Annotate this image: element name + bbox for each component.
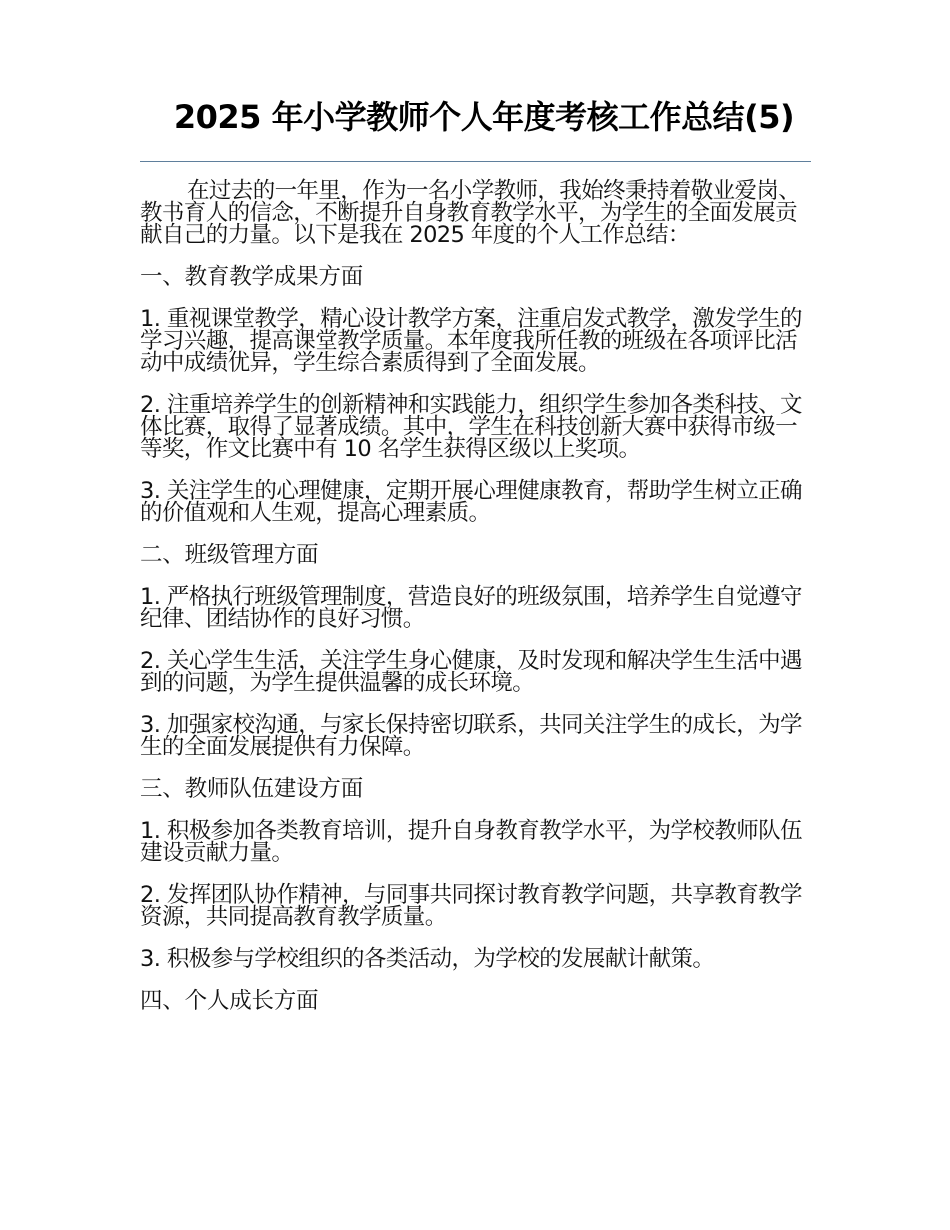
team-building-item-2: 2. 发挥团队协作精神，与同事共同探讨教育教学问题，共享教育教学资源，共同提高教育教学质量。 bbox=[140, 882, 802, 930]
team-building-item-3: 3. 积极参与学校组织的各类活动，为学校的发展献计献策。 bbox=[140, 946, 715, 972]
document-body bbox=[140, 180, 812, 1032]
class-management-item-2: 2. 关心学生生活，关注学生身心健康，及时发现和解决学生生活中遇到的问题，为学生提供温馨的成长环境。 bbox=[140, 648, 802, 696]
title-divider bbox=[140, 161, 811, 162]
document-title: 2025 年小学教师个人年度考核工作总结(5) bbox=[173, 98, 795, 136]
section-heading-class-management: 二、班级管理方面 bbox=[140, 542, 319, 568]
team-building-item-1: 1. 积极参加各类教育培训，提升自身教育教学水平，为学校教师队伍建设贡献力量。 bbox=[140, 818, 802, 866]
teaching-item-2: 2. 注重培养学生的创新精神和实践能力，组织学生参加各类科技、文体比赛，取得了显著成绩。其中，学生在科技创新大赛中获得市级一等奖，作文比赛中有 10 名学生获得区级以上奖项。 bbox=[140, 392, 802, 462]
intro-paragraph: 在过去的一年里，作为一名小学教师，我始终秉持着敬业爱岗、教书育人的信念，不断提升自身教育教学水平，为学生的全面发展贡献自己的力量。以下是我在 2025 年度的个人工作总结： bbox=[140, 178, 801, 248]
class-management-item-3: 3. 加强家校沟通，与家长保持密切联系，共同关注学生的成长，为学生的全面发展提供有力保障。 bbox=[140, 712, 802, 760]
section-heading-teaching: 一、教育教学成果方面 bbox=[140, 264, 364, 290]
section-heading-personal-growth: 四、个人成长方面 bbox=[140, 988, 319, 1014]
section-heading-team-building: 三、教师队伍建设方面 bbox=[140, 776, 364, 802]
teaching-item-3: 3. 关注学生的心理健康，定期开展心理健康教育，帮助学生树立正确的价值观和人生观，提高心理素质。 bbox=[140, 478, 802, 526]
teaching-item-1: 1. 重视课堂教学，精心设计教学方案，注重启发式教学，激发学生的学习兴趣，提高课堂教学质量。本年度我所任教的班级在各项评比活动中成绩优异，学生综合素质得到了全面发展。 bbox=[140, 306, 802, 376]
class-management-item-1: 1. 严格执行班级管理制度，营造良好的班级氛围，培养学生自觉遵守纪律、团结协作的良好习惯。 bbox=[140, 584, 802, 632]
